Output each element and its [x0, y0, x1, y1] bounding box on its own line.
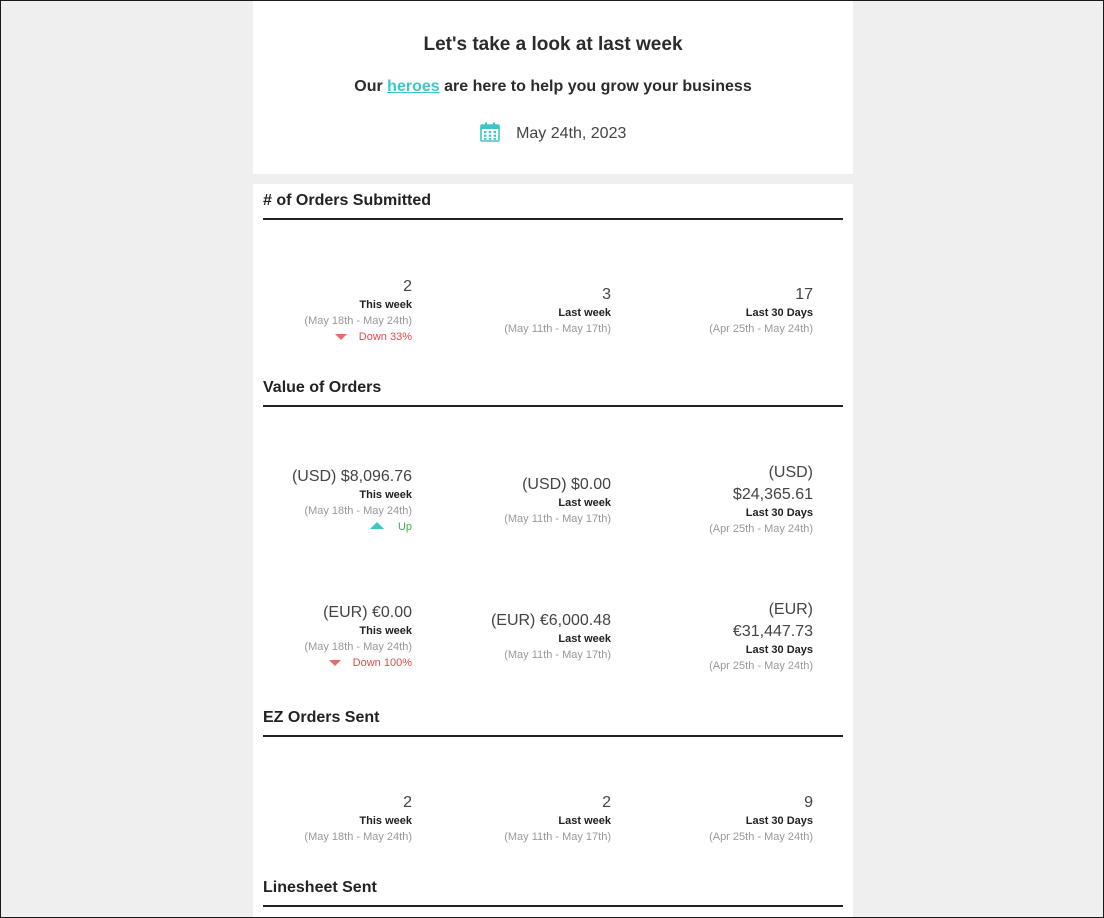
trend-text: Down 33%: [358, 331, 412, 343]
orders-last-week: [441, 284, 611, 337]
stat-value-amount: €31,447.73: [732, 623, 813, 640]
stat-label: This week: [359, 299, 412, 311]
stat-value-amount: $24,365.61: [732, 486, 813, 503]
section-title-linesheet: Linesheet Sent: [263, 879, 843, 907]
stat-label: Last 30 Days: [745, 644, 813, 656]
up-arrow-icon: [370, 522, 384, 529]
orders-this-week: [242, 276, 412, 345]
ez-last-week: [441, 792, 611, 845]
header-title: Let's take a look at last week: [423, 34, 683, 55]
trend-indicator: [242, 519, 412, 535]
email-body: [253, 0, 853, 918]
stat-value-currency: (EUR): [768, 601, 813, 618]
eur-last-30-days: [643, 599, 813, 674]
stat-value: 2: [602, 794, 611, 811]
ez-last-30-days: [643, 792, 813, 845]
usd-last-30-days: [643, 462, 813, 537]
stat-value: (EUR) €6,000.48: [490, 612, 611, 629]
trend-text: Down 100%: [352, 657, 412, 669]
stat-label: Last 30 Days: [745, 815, 813, 827]
stat-range: (May 11th - May 17th): [504, 649, 611, 661]
section-title-value-of-orders: Value of Orders: [263, 379, 843, 407]
down-arrow-icon: [329, 660, 341, 666]
stat-value: 17: [795, 286, 813, 303]
stat-value: 9: [804, 794, 813, 811]
stat-label: This week: [359, 489, 412, 501]
stat-value: (EUR) €0.00: [323, 604, 412, 621]
stat-range: (May 18th - May 24th): [304, 505, 412, 517]
stat-range: (May 11th - May 17th): [504, 831, 611, 843]
heroes-link[interactable]: heroes: [387, 78, 440, 95]
trend-text: Up: [397, 521, 412, 533]
stat-range: (Apr 25th - May 24th): [709, 523, 813, 535]
stat-value-currency: (USD): [768, 464, 813, 481]
eur-last-week: [441, 610, 611, 663]
stat-label: Last week: [558, 633, 611, 645]
usd-this-week: [242, 466, 412, 535]
orders-last-30-days: [643, 284, 813, 337]
stat-range: (May 18th - May 24th): [304, 641, 412, 653]
stat-range: (May 18th - May 24th): [304, 315, 412, 327]
stat-value: (USD) $8,096.76: [291, 468, 412, 485]
stat-range: (May 11th - May 17th): [504, 513, 611, 525]
stat-label: This week: [359, 625, 412, 637]
trend-indicator: [242, 655, 412, 671]
section-title-orders-submitted: # of Orders Submitted: [263, 192, 843, 220]
email-header: [253, 0, 853, 174]
stat-label: Last week: [558, 307, 611, 319]
stat-range: (Apr 25th - May 24th): [709, 323, 813, 335]
eur-this-week: [242, 602, 412, 671]
stat-label: Last 30 Days: [745, 507, 813, 519]
date-text: May 24th, 2023: [516, 125, 627, 142]
down-arrow-icon: [335, 334, 347, 340]
subtitle-prefix: Our: [354, 78, 383, 95]
stat-value: 2: [403, 278, 412, 295]
header-subtitle: [253, 78, 853, 96]
stat-value: 3: [602, 286, 611, 303]
report-date: [253, 122, 853, 147]
stat-value: 2: [403, 794, 412, 811]
usd-last-week: [441, 474, 611, 527]
section-title-ez-orders: EZ Orders Sent: [263, 709, 843, 737]
trend-indicator: [242, 329, 412, 345]
stat-label: Last 30 Days: [745, 307, 813, 319]
stat-label: Last week: [558, 497, 611, 509]
stats-content: [253, 184, 853, 918]
stat-value: (USD) $0.00: [522, 476, 611, 493]
calendar-icon: [480, 122, 500, 147]
stat-range: (May 18th - May 24th): [304, 831, 412, 843]
subtitle-suffix: are here to help you grow your business: [444, 78, 752, 95]
stat-range: (Apr 25th - May 24th): [709, 831, 813, 843]
stat-range: (May 11th - May 17th): [504, 323, 611, 335]
stat-label: This week: [359, 815, 412, 827]
stat-label: Last week: [558, 815, 611, 827]
stat-range: (Apr 25th - May 24th): [709, 660, 813, 672]
ez-this-week: [242, 792, 412, 845]
